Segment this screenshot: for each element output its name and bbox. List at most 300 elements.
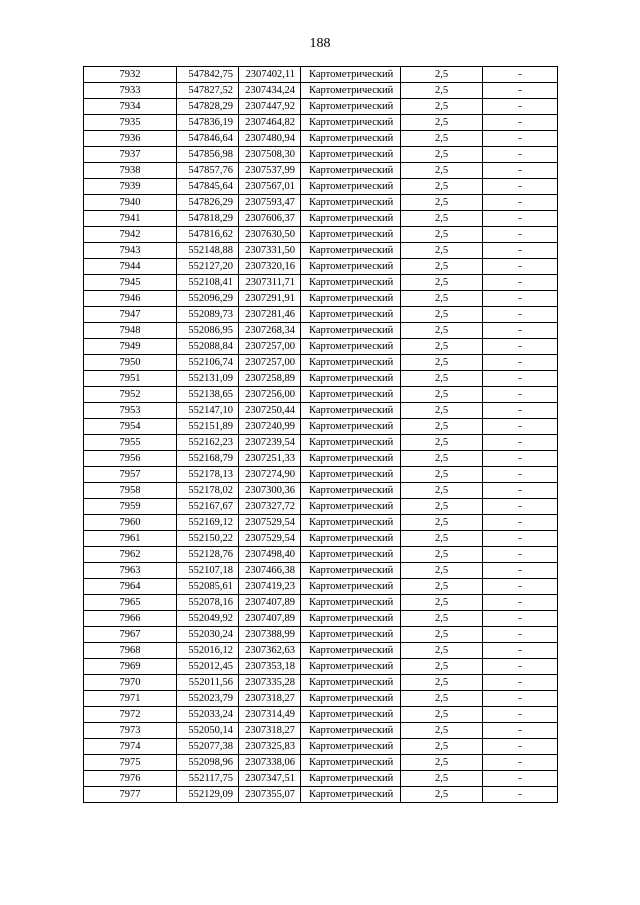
- method-cell: Картометрический: [301, 211, 401, 227]
- x-coordinate-cell: 552138,65: [177, 387, 239, 403]
- table-row: [84, 675, 558, 691]
- table-row: [84, 499, 558, 515]
- point-id-cell: 7948: [84, 323, 177, 339]
- x-coordinate-cell: 552168,79: [177, 451, 239, 467]
- x-coordinate-cell: 552108,41: [177, 275, 239, 291]
- method-cell: Картометрический: [301, 227, 401, 243]
- method-cell: Картометрический: [301, 291, 401, 307]
- x-coordinate-cell: 547827,52: [177, 83, 239, 99]
- accuracy-cell: 2,5: [401, 243, 483, 259]
- x-coordinate-cell: 552096,29: [177, 291, 239, 307]
- y-coordinate-cell: 2307318,27: [239, 723, 301, 739]
- y-coordinate-cell: 2307239,54: [239, 435, 301, 451]
- accuracy-cell: 2,5: [401, 323, 483, 339]
- x-coordinate-cell: 552147,10: [177, 403, 239, 419]
- point-id-cell: 7952: [84, 387, 177, 403]
- x-coordinate-cell: 552178,13: [177, 467, 239, 483]
- y-coordinate-cell: 2307434,24: [239, 83, 301, 99]
- accuracy-cell: 2,5: [401, 499, 483, 515]
- x-coordinate-cell: 547846,64: [177, 131, 239, 147]
- table-row: [84, 179, 558, 195]
- table-row: [84, 147, 558, 163]
- point-id-cell: 7943: [84, 243, 177, 259]
- table-row: [84, 307, 558, 323]
- method-cell: Картометрический: [301, 739, 401, 755]
- accuracy-cell: 2,5: [401, 339, 483, 355]
- accuracy-cell: 2,5: [401, 291, 483, 307]
- point-id-cell: 7953: [84, 403, 177, 419]
- method-cell: Картометрический: [301, 163, 401, 179]
- y-coordinate-cell: 2307353,18: [239, 659, 301, 675]
- note-cell: -: [483, 131, 558, 147]
- accuracy-cell: 2,5: [401, 387, 483, 403]
- y-coordinate-cell: 2307498,40: [239, 547, 301, 563]
- y-coordinate-cell: 2307251,33: [239, 451, 301, 467]
- accuracy-cell: 2,5: [401, 355, 483, 371]
- y-coordinate-cell: 2307268,34: [239, 323, 301, 339]
- table-row: [84, 659, 558, 675]
- point-id-cell: 7962: [84, 547, 177, 563]
- accuracy-cell: 2,5: [401, 147, 483, 163]
- table-row: [84, 419, 558, 435]
- point-id-cell: 7969: [84, 659, 177, 675]
- x-coordinate-cell: 552127,20: [177, 259, 239, 275]
- point-id-cell: 7938: [84, 163, 177, 179]
- accuracy-cell: 2,5: [401, 515, 483, 531]
- x-coordinate-cell: 552106,74: [177, 355, 239, 371]
- y-coordinate-cell: 2307407,89: [239, 611, 301, 627]
- table-row: [84, 195, 558, 211]
- accuracy-cell: 2,5: [401, 467, 483, 483]
- table-row: [84, 291, 558, 307]
- x-coordinate-cell: 547857,76: [177, 163, 239, 179]
- y-coordinate-cell: 2307529,54: [239, 531, 301, 547]
- note-cell: -: [483, 163, 558, 179]
- method-cell: Картометрический: [301, 531, 401, 547]
- table-row: [84, 691, 558, 707]
- y-coordinate-cell: 2307529,54: [239, 515, 301, 531]
- y-coordinate-cell: 2307388,99: [239, 627, 301, 643]
- accuracy-cell: 2,5: [401, 83, 483, 99]
- point-id-cell: 7940: [84, 195, 177, 211]
- point-id-cell: 7974: [84, 739, 177, 755]
- point-id-cell: 7947: [84, 307, 177, 323]
- note-cell: -: [483, 323, 558, 339]
- y-coordinate-cell: 2307320,16: [239, 259, 301, 275]
- accuracy-cell: 2,5: [401, 451, 483, 467]
- note-cell: -: [483, 675, 558, 691]
- table-row: [84, 771, 558, 787]
- accuracy-cell: 2,5: [401, 483, 483, 499]
- point-id-cell: 7965: [84, 595, 177, 611]
- y-coordinate-cell: 2307480,94: [239, 131, 301, 147]
- note-cell: -: [483, 787, 558, 803]
- table-row: [84, 355, 558, 371]
- point-id-cell: 7956: [84, 451, 177, 467]
- point-id-cell: 7936: [84, 131, 177, 147]
- table-row: [84, 451, 558, 467]
- table-row: [84, 531, 558, 547]
- note-cell: -: [483, 403, 558, 419]
- x-coordinate-cell: 552098,96: [177, 755, 239, 771]
- y-coordinate-cell: 2307257,00: [239, 339, 301, 355]
- table-row: [84, 739, 558, 755]
- table-row: [84, 435, 558, 451]
- x-coordinate-cell: 547828,29: [177, 99, 239, 115]
- method-cell: Картометрический: [301, 547, 401, 563]
- table-row: [84, 387, 558, 403]
- accuracy-cell: 2,5: [401, 531, 483, 547]
- point-id-cell: 7977: [84, 787, 177, 803]
- x-coordinate-cell: 552011,56: [177, 675, 239, 691]
- method-cell: Картометрический: [301, 563, 401, 579]
- x-coordinate-cell: 552078,16: [177, 595, 239, 611]
- x-coordinate-cell: 552086,95: [177, 323, 239, 339]
- method-cell: Картометрический: [301, 611, 401, 627]
- point-id-cell: 7932: [84, 67, 177, 83]
- method-cell: Картометрический: [301, 131, 401, 147]
- point-id-cell: 7967: [84, 627, 177, 643]
- x-coordinate-cell: 547842,75: [177, 67, 239, 83]
- method-cell: Картометрический: [301, 115, 401, 131]
- x-coordinate-cell: 552167,67: [177, 499, 239, 515]
- table-row: [84, 707, 558, 723]
- method-cell: Картометрический: [301, 147, 401, 163]
- method-cell: Картометрический: [301, 387, 401, 403]
- accuracy-cell: 2,5: [401, 563, 483, 579]
- accuracy-cell: 2,5: [401, 547, 483, 563]
- table-row: [84, 643, 558, 659]
- point-id-cell: 7942: [84, 227, 177, 243]
- method-cell: Картометрический: [301, 595, 401, 611]
- accuracy-cell: 2,5: [401, 435, 483, 451]
- y-coordinate-cell: 2307508,30: [239, 147, 301, 163]
- y-coordinate-cell: 2307327,72: [239, 499, 301, 515]
- accuracy-cell: 2,5: [401, 771, 483, 787]
- y-coordinate-cell: 2307362,63: [239, 643, 301, 659]
- x-coordinate-cell: 547845,64: [177, 179, 239, 195]
- accuracy-cell: 2,5: [401, 275, 483, 291]
- y-coordinate-cell: 2307567,01: [239, 179, 301, 195]
- note-cell: -: [483, 419, 558, 435]
- x-coordinate-cell: 552131,09: [177, 371, 239, 387]
- table-row: [84, 755, 558, 771]
- y-coordinate-cell: 2307419,23: [239, 579, 301, 595]
- x-coordinate-cell: 552107,18: [177, 563, 239, 579]
- y-coordinate-cell: 2307606,37: [239, 211, 301, 227]
- y-coordinate-cell: 2307240,99: [239, 419, 301, 435]
- method-cell: Картометрический: [301, 515, 401, 531]
- method-cell: Картометрический: [301, 755, 401, 771]
- y-coordinate-cell: 2307325,83: [239, 739, 301, 755]
- accuracy-cell: 2,5: [401, 611, 483, 627]
- accuracy-cell: 2,5: [401, 675, 483, 691]
- point-id-cell: 7941: [84, 211, 177, 227]
- y-coordinate-cell: 2307466,38: [239, 563, 301, 579]
- note-cell: -: [483, 531, 558, 547]
- x-coordinate-cell: 552117,75: [177, 771, 239, 787]
- y-coordinate-cell: 2307335,28: [239, 675, 301, 691]
- method-cell: Картометрический: [301, 275, 401, 291]
- table-row: [84, 211, 558, 227]
- note-cell: -: [483, 291, 558, 307]
- y-coordinate-cell: 2307250,44: [239, 403, 301, 419]
- note-cell: -: [483, 659, 558, 675]
- point-id-cell: 7963: [84, 563, 177, 579]
- point-id-cell: 7945: [84, 275, 177, 291]
- x-coordinate-cell: 547818,29: [177, 211, 239, 227]
- accuracy-cell: 2,5: [401, 131, 483, 147]
- note-cell: -: [483, 755, 558, 771]
- x-coordinate-cell: 552148,88: [177, 243, 239, 259]
- table-row: [84, 275, 558, 291]
- note-cell: -: [483, 67, 558, 83]
- point-id-cell: 7951: [84, 371, 177, 387]
- method-cell: Картометрический: [301, 243, 401, 259]
- method-cell: Картометрический: [301, 499, 401, 515]
- point-id-cell: 7968: [84, 643, 177, 659]
- x-coordinate-cell: 552088,84: [177, 339, 239, 355]
- y-coordinate-cell: 2307331,50: [239, 243, 301, 259]
- y-coordinate-cell: 2307300,36: [239, 483, 301, 499]
- x-coordinate-cell: 552049,92: [177, 611, 239, 627]
- x-coordinate-cell: 552128,76: [177, 547, 239, 563]
- y-coordinate-cell: 2307291,91: [239, 291, 301, 307]
- x-coordinate-cell: 552016,12: [177, 643, 239, 659]
- point-id-cell: 7960: [84, 515, 177, 531]
- method-cell: Картометрический: [301, 707, 401, 723]
- method-cell: Картометрический: [301, 771, 401, 787]
- method-cell: Картометрический: [301, 195, 401, 211]
- note-cell: -: [483, 579, 558, 595]
- method-cell: Картометрический: [301, 435, 401, 451]
- table-row: [84, 339, 558, 355]
- accuracy-cell: 2,5: [401, 227, 483, 243]
- point-id-cell: 7937: [84, 147, 177, 163]
- note-cell: -: [483, 771, 558, 787]
- table-row: [84, 723, 558, 739]
- note-cell: -: [483, 243, 558, 259]
- note-cell: -: [483, 595, 558, 611]
- accuracy-cell: 2,5: [401, 627, 483, 643]
- x-coordinate-cell: 552023,79: [177, 691, 239, 707]
- note-cell: -: [483, 307, 558, 323]
- method-cell: Картометрический: [301, 451, 401, 467]
- note-cell: -: [483, 483, 558, 499]
- note-cell: -: [483, 371, 558, 387]
- method-cell: Картометрический: [301, 403, 401, 419]
- note-cell: -: [483, 83, 558, 99]
- accuracy-cell: 2,5: [401, 419, 483, 435]
- point-id-cell: 7955: [84, 435, 177, 451]
- table-row: [84, 563, 558, 579]
- method-cell: Картометрический: [301, 787, 401, 803]
- x-coordinate-cell: 552178,02: [177, 483, 239, 499]
- y-coordinate-cell: 2307447,92: [239, 99, 301, 115]
- note-cell: -: [483, 547, 558, 563]
- point-id-cell: 7964: [84, 579, 177, 595]
- table-row: [84, 611, 558, 627]
- method-cell: Картометрический: [301, 67, 401, 83]
- point-id-cell: 7958: [84, 483, 177, 499]
- method-cell: Картометрический: [301, 467, 401, 483]
- y-coordinate-cell: 2307593,47: [239, 195, 301, 211]
- x-coordinate-cell: 552012,45: [177, 659, 239, 675]
- point-id-cell: 7973: [84, 723, 177, 739]
- method-cell: Картометрический: [301, 355, 401, 371]
- method-cell: Картометрический: [301, 83, 401, 99]
- y-coordinate-cell: 2307314,49: [239, 707, 301, 723]
- table-row: [84, 467, 558, 483]
- table-row: [84, 163, 558, 179]
- note-cell: -: [483, 387, 558, 403]
- table-row: [84, 131, 558, 147]
- x-coordinate-cell: 552085,61: [177, 579, 239, 595]
- coordinates-table: [83, 66, 558, 803]
- method-cell: Картометрический: [301, 323, 401, 339]
- y-coordinate-cell: 2307402,11: [239, 67, 301, 83]
- note-cell: -: [483, 339, 558, 355]
- point-id-cell: 7957: [84, 467, 177, 483]
- y-coordinate-cell: 2307318,27: [239, 691, 301, 707]
- x-coordinate-cell: 552169,12: [177, 515, 239, 531]
- note-cell: -: [483, 739, 558, 755]
- x-coordinate-cell: 552033,24: [177, 707, 239, 723]
- x-coordinate-cell: 552030,24: [177, 627, 239, 643]
- accuracy-cell: 2,5: [401, 659, 483, 675]
- table-row: [84, 627, 558, 643]
- point-id-cell: 7971: [84, 691, 177, 707]
- method-cell: Картометрический: [301, 371, 401, 387]
- accuracy-cell: 2,5: [401, 643, 483, 659]
- point-id-cell: 7976: [84, 771, 177, 787]
- y-coordinate-cell: 2307311,71: [239, 275, 301, 291]
- note-cell: -: [483, 99, 558, 115]
- point-id-cell: 7959: [84, 499, 177, 515]
- note-cell: -: [483, 179, 558, 195]
- point-id-cell: 7972: [84, 707, 177, 723]
- method-cell: Картометрический: [301, 339, 401, 355]
- note-cell: -: [483, 515, 558, 531]
- accuracy-cell: 2,5: [401, 739, 483, 755]
- coordinates-table-body: [84, 67, 558, 803]
- x-coordinate-cell: 547816,62: [177, 227, 239, 243]
- accuracy-cell: 2,5: [401, 179, 483, 195]
- page-number: 188: [309, 36, 331, 51]
- x-coordinate-cell: 552050,14: [177, 723, 239, 739]
- method-cell: Картометрический: [301, 483, 401, 499]
- note-cell: -: [483, 355, 558, 371]
- note-cell: -: [483, 211, 558, 227]
- accuracy-cell: 2,5: [401, 115, 483, 131]
- point-id-cell: 7939: [84, 179, 177, 195]
- method-cell: Картометрический: [301, 259, 401, 275]
- point-id-cell: 7949: [84, 339, 177, 355]
- point-id-cell: 7975: [84, 755, 177, 771]
- method-cell: Картометрический: [301, 579, 401, 595]
- x-coordinate-cell: 552150,22: [177, 531, 239, 547]
- point-id-cell: 7954: [84, 419, 177, 435]
- table-row: [84, 227, 558, 243]
- point-id-cell: 7970: [84, 675, 177, 691]
- note-cell: -: [483, 707, 558, 723]
- method-cell: Картометрический: [301, 627, 401, 643]
- x-coordinate-cell: 547836,19: [177, 115, 239, 131]
- table-row: [84, 547, 558, 563]
- accuracy-cell: 2,5: [401, 403, 483, 419]
- x-coordinate-cell: 547856,98: [177, 147, 239, 163]
- note-cell: -: [483, 499, 558, 515]
- note-cell: -: [483, 275, 558, 291]
- point-id-cell: 7946: [84, 291, 177, 307]
- note-cell: -: [483, 627, 558, 643]
- y-coordinate-cell: 2307630,50: [239, 227, 301, 243]
- note-cell: -: [483, 195, 558, 211]
- accuracy-cell: 2,5: [401, 579, 483, 595]
- table-row: [84, 115, 558, 131]
- note-cell: -: [483, 723, 558, 739]
- point-id-cell: 7934: [84, 99, 177, 115]
- point-id-cell: 7961: [84, 531, 177, 547]
- y-coordinate-cell: 2307355,07: [239, 787, 301, 803]
- y-coordinate-cell: 2307281,46: [239, 307, 301, 323]
- point-id-cell: 7944: [84, 259, 177, 275]
- note-cell: -: [483, 227, 558, 243]
- note-cell: -: [483, 115, 558, 131]
- accuracy-cell: 2,5: [401, 755, 483, 771]
- x-coordinate-cell: 552129,09: [177, 787, 239, 803]
- note-cell: -: [483, 147, 558, 163]
- method-cell: Картометрический: [301, 99, 401, 115]
- note-cell: -: [483, 643, 558, 659]
- accuracy-cell: 2,5: [401, 259, 483, 275]
- point-id-cell: 7935: [84, 115, 177, 131]
- note-cell: -: [483, 451, 558, 467]
- accuracy-cell: 2,5: [401, 307, 483, 323]
- point-id-cell: 7966: [84, 611, 177, 627]
- note-cell: -: [483, 467, 558, 483]
- table-row: [84, 67, 558, 83]
- accuracy-cell: 2,5: [401, 163, 483, 179]
- table-row: [84, 515, 558, 531]
- method-cell: Картометрический: [301, 723, 401, 739]
- y-coordinate-cell: 2307347,51: [239, 771, 301, 787]
- table-row: [84, 787, 558, 803]
- method-cell: Картометрический: [301, 675, 401, 691]
- accuracy-cell: 2,5: [401, 691, 483, 707]
- accuracy-cell: 2,5: [401, 371, 483, 387]
- table-row: [84, 595, 558, 611]
- table-row: [84, 579, 558, 595]
- table-row: [84, 259, 558, 275]
- method-cell: Картометрический: [301, 691, 401, 707]
- method-cell: Картометрический: [301, 643, 401, 659]
- note-cell: -: [483, 563, 558, 579]
- x-coordinate-cell: 552077,38: [177, 739, 239, 755]
- x-coordinate-cell: 547826,29: [177, 195, 239, 211]
- y-coordinate-cell: 2307407,89: [239, 595, 301, 611]
- x-coordinate-cell: 552162,23: [177, 435, 239, 451]
- table-row: [84, 483, 558, 499]
- accuracy-cell: 2,5: [401, 723, 483, 739]
- y-coordinate-cell: 2307537,99: [239, 163, 301, 179]
- y-coordinate-cell: 2307258,89: [239, 371, 301, 387]
- y-coordinate-cell: 2307338,06: [239, 755, 301, 771]
- point-id-cell: 7933: [84, 83, 177, 99]
- accuracy-cell: 2,5: [401, 67, 483, 83]
- method-cell: Картометрический: [301, 419, 401, 435]
- method-cell: Картометрический: [301, 179, 401, 195]
